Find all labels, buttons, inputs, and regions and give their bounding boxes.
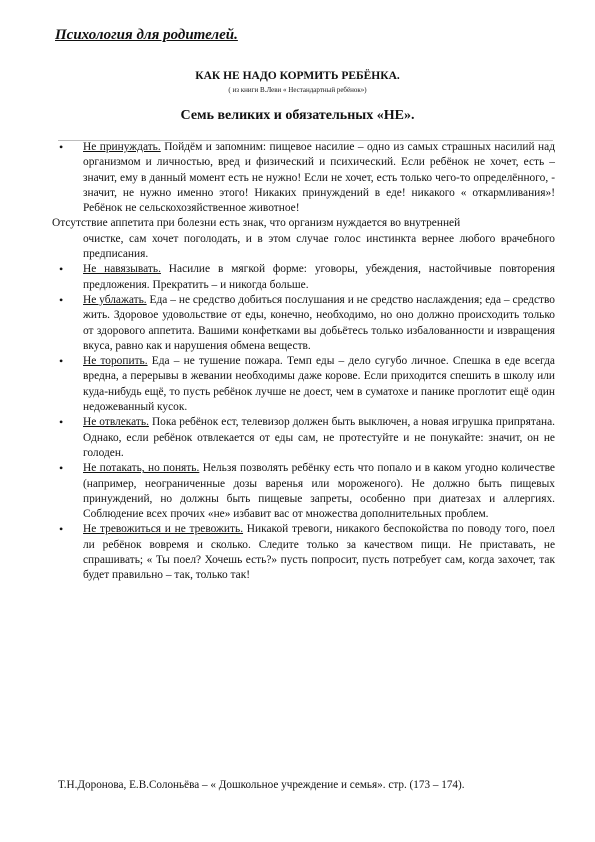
rule-lead: Не торопить. [83,355,148,368]
rule-item-4 [52,354,555,415]
section-header: Психология для родителей. [55,27,238,43]
rule-text: Пойдём и запомним: пищевое насилие – одно из самых страшных насилий над организмом и личностью, вред и физический и психический. Если ребёнок не хочет, есть – значит, ему в данный момент есть не нужно! Если не хочет, есть только чего-то определённого, - значит, не нужно именно этого! Никаких принуждений в еде! никакого « откармливания»! Ребёнок не сельскохозяйственное животное! [83,141,555,215]
bullet-icon: • [59,262,64,277]
bullet-icon: • [59,140,64,154]
rule-lead: Не ублажать. [83,293,147,306]
rule-item-7 [52,522,555,583]
rule-item-6 [52,461,555,522]
rule-lead: Не навязывать. [83,263,161,276]
rule-text: Еда – не тушение пожара. Темп еды – дело сугубо личное. Спешка в еде всегда вредна, а перерывы в жевании необходимы даже корове. Если приходится спешить в школу или куда-нибудь ещё, то пусть ребёнок лучше не доест, чем в суматохе и панике проглотит ещё один недожеванный кусок. [83,355,555,414]
rule-text: Насилие в мягкой форме: уговоры, убеждения, настойчивые повторения предложения. Прекратить – и никогда больше. [83,263,555,291]
rule-text: Никакой тревоги, никакого беспокойства по поводу того, поел ли ребёнок вовремя и сколько. Следите только за качеством пищи. Не приставать, не спрашивать; « Ты поел? Хочешь есть?» пусть попросит, пусть потребует сам, когда захочет, так будет правильно – так, только так! [83,523,555,582]
rule-lead: Не принуждать. [83,141,161,153]
note-paragraph [52,216,555,262]
bullet-icon: • [59,415,64,430]
rule-lead: Не потакать, но понять. [83,462,200,475]
rule-item-1 [52,140,555,216]
source-note: ( из книги В.Леви « Нестандартный ребёнок») [228,86,367,94]
bullet-icon: • [59,461,64,476]
rule-lead: Не тревожиться и не тревожить. [83,523,244,536]
rule-item-3 [52,293,555,354]
bullet-icon: • [59,522,64,537]
note-first-line: Отсутствие аппетита при болезни есть знак, что организм нуждается во внутренней [52,217,461,230]
document-body [52,140,555,584]
document-title: КАК НЕ НАДО КОРМИТЬ РЕБЁНКА. [195,70,400,82]
note-rest: очистке, сам хочет поголодать, и в этом случае голос инстинкта вернее любого врачебного предписания. [83,232,555,261]
bullet-icon: • [59,354,64,369]
document-subtitle: Семь великих и обязательных «НЕ». [180,108,415,123]
bullet-icon: • [59,292,64,307]
rule-item-5 [52,415,555,461]
rule-item-2 [52,262,555,293]
rule-text: Еда – не средство добиться послушания и не средство наслаждения; еда – средство жить. Здоровое удовольствие от еды, конечно, необходимо, но оно должно происходить только от здорового аппетита. Вашими конфетками вы добьётесь только избалованности и извращения вкуса, равно как и нарушения обмена веществ. [83,293,556,352]
rule-text: Нельзя позволять ребёнку есть что попало и в каком угодно количестве (например, неограниченные дозы варенья или мороженого). Не должно быть пищевых принуждений, но должны быть пищевые запреты, особенно при диатезах и аллергиях. Соблюдение всех прочих «не» избавит вас от множества дополнительных проблем. [83,462,555,521]
citation-footer: Т.Н.Доронова, Е.В.Солоньёва – « Дошкольное учреждение и семья». стр. (173 – 174). [58,779,465,791]
rule-lead: Не отвлекать. [83,416,149,429]
rule-text: Пока ребёнок ест, телевизор должен быть выключен, а новая игрушка припрятана. Однако, если ребёнок отвлекается от еды сам, не протестуйте и не понукайте: значит, он не голоден. [83,416,556,459]
